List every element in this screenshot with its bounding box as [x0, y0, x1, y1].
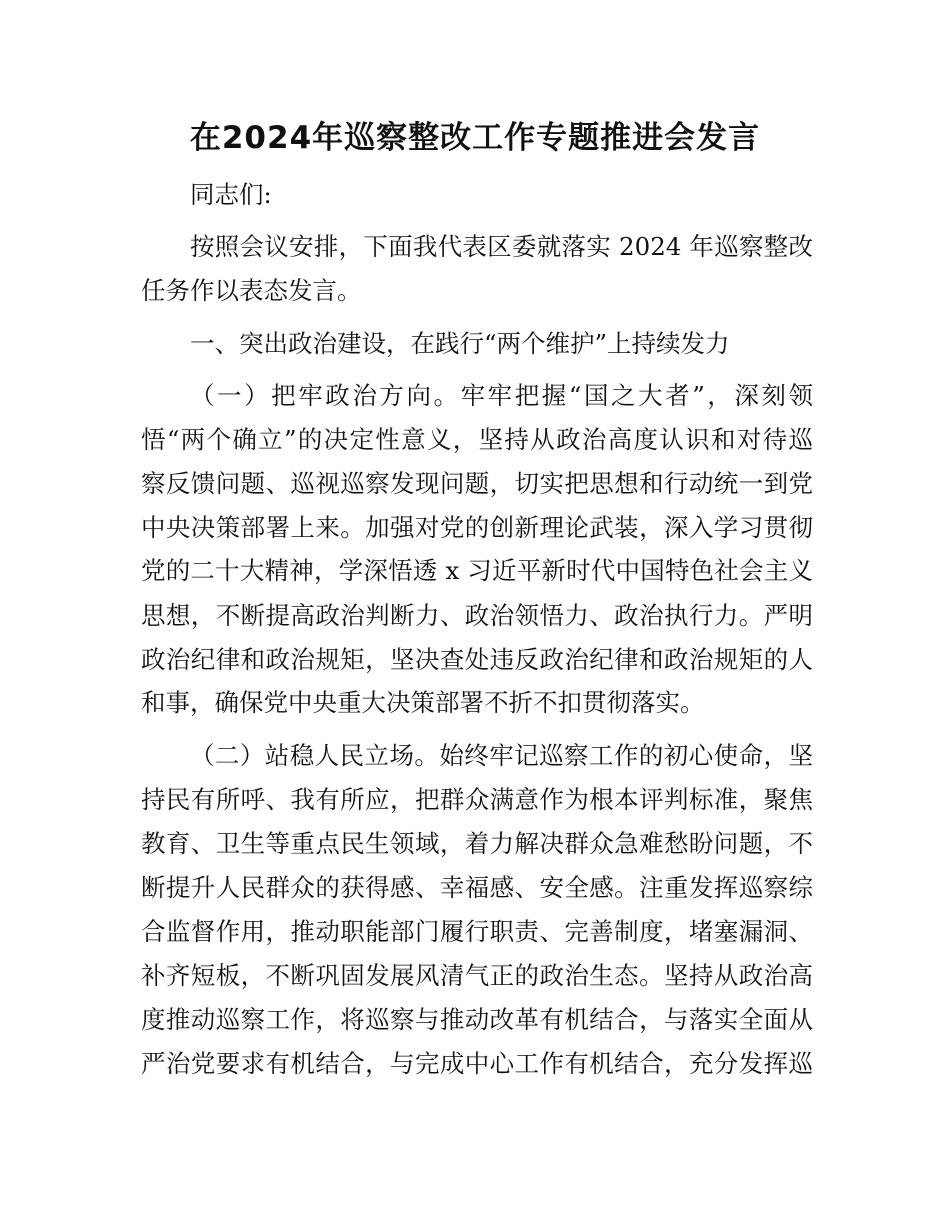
paragraph-line: 思想，不断提高政治判断力、政治领悟力、政治执行力。严明 — [141, 601, 813, 630]
paragraph-line: 和事，确保党中央重大决策部署不折不扣贯彻落实。 — [141, 688, 705, 717]
paragraph-line: 断提升人民群众的获得感、幸福感、安全感。注重发挥巡察综 — [141, 873, 813, 902]
paragraph-line: （二）站稳人民立场。始终牢记巡察工作的初心使命，坚 — [190, 741, 813, 770]
paragraph-line: 严治党要求有机结合，与完成中心工作有机结合，充分发挥巡 — [141, 1049, 813, 1078]
section-heading: 一、突出政治建设，在践行“两个维护”上持续发力 — [190, 329, 730, 358]
paragraph-line: 悟“两个确立”的决定性意义，坚持从政治高度认识和对待巡 — [141, 425, 813, 454]
paragraph-line: 察反馈问题、巡视巡察发现问题，切实把思想和行动统一到党 — [141, 469, 813, 498]
paragraph-line: （一）把牢政治方向。牢牢把握“国之大者”，深刻领 — [190, 381, 813, 410]
paragraph-line: 度推动巡察工作，将巡察与推动改革有机结合，与落实全面从 — [141, 1005, 813, 1034]
paragraph-line: 持民有所呼、我有所应，把群众满意作为根本评判标准，聚焦 — [141, 785, 813, 814]
paragraph-line: 政治纪律和政治规矩，坚决查处违反政治纪律和政治规矩的人 — [141, 645, 813, 674]
paragraph-line: 党的二十大精神，学深悟透 x 习近平新时代中国特色社会主义 — [141, 556, 813, 585]
intro-line: 按照会议安排，下面我代表区委就落实 2024 年巡察整改 — [190, 232, 813, 261]
document-title: 在2024年巡察整改工作专题推进会发言 — [189, 120, 761, 156]
salutation: 同志们: — [190, 180, 272, 209]
paragraph-line: 合监督作用，推动职能部门履行职责、完善制度，堵塞漏洞、 — [141, 917, 813, 946]
paragraph-line: 中央决策部署上来。加强对党的创新理论武装，深入学习贯彻 — [141, 513, 813, 542]
intro-line: 任务作以表态发言。 — [141, 276, 362, 305]
paragraph-line: 补齐短板，不断巩固发展风清气正的政治生态。坚持从政治高 — [141, 961, 813, 990]
paragraph-line: 教育、卫生等重点民生领域，着力解决群众急难愁盼问题，不 — [141, 829, 813, 858]
